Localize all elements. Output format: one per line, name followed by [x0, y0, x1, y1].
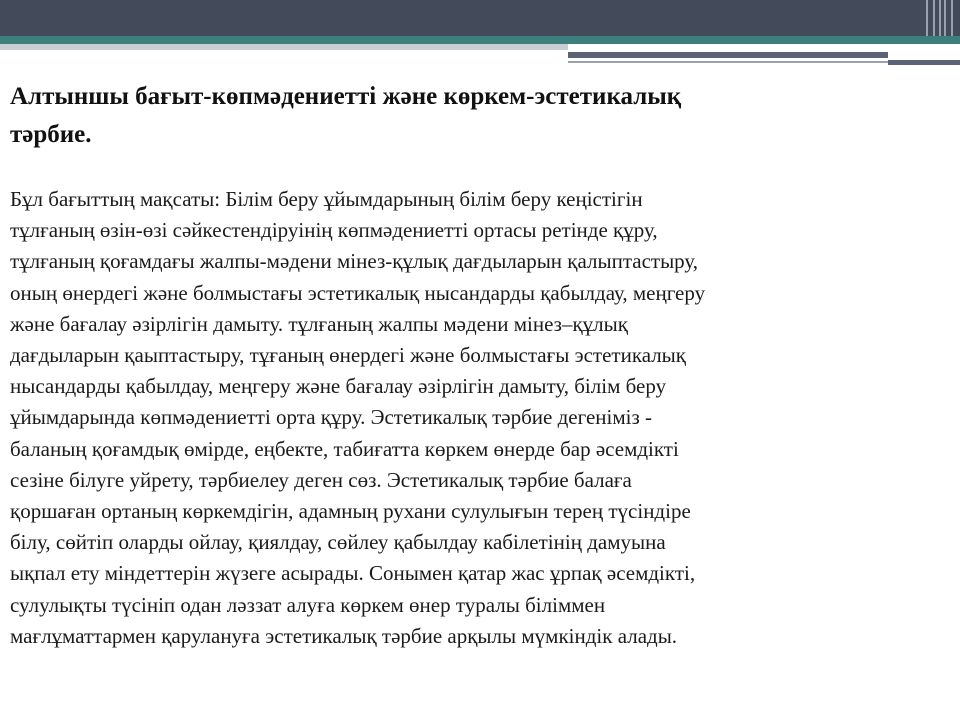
- body-line: сезіне білуге уйрету, тәрбиелеу деген сөз. Эстетикалық тәрбие балаға: [10, 467, 632, 492]
- body-line: мағлұматтармен қарулануға эстетикалық тәрбие арқылы мүмкіндік алады.: [10, 623, 678, 648]
- slide-body: [10, 184, 910, 652]
- body-line: ұйымдарында көпмәдениетті орта құру. Эстетикалық тәрбие дегеніміз -: [10, 405, 653, 430]
- vertical-line: [939, 0, 941, 36]
- body-line: білу, сөйтіп оларды ойлау, қиялдау, сөйлеу қабылдау кабілетінің дамуына: [10, 530, 666, 555]
- header-vertical-lines: [922, 0, 960, 36]
- vertical-line: [944, 0, 946, 36]
- header-accent-thin-line: [568, 61, 888, 63]
- body-line: тұлғаның өзін-өзі сәйкестендіруінің көпмәдениетті ортасы ретінде құру,: [10, 218, 658, 243]
- header-teal-stripe: [0, 36, 960, 44]
- slide-title: [10, 78, 910, 154]
- body-line: ықпал ету міндеттерін жүзеге асырады. Сонымен қатар жас ұрпақ әсемдікті,: [10, 561, 696, 586]
- body-line: сулулықты түсініп одан ләззат алуға көркем өнер туралы біліммен: [10, 592, 606, 617]
- body-line: баланың қоғамдық өмірде, еңбекте, табиғатта көркем өнерде бар әсемдікті: [10, 436, 679, 461]
- vertical-line: [926, 0, 928, 36]
- body-line: қоршаған ортаның көркемдігін, адамның рухани сулулығын терең түсіндіре: [10, 499, 691, 524]
- vertical-line: [933, 0, 935, 36]
- vertical-line: [951, 0, 953, 36]
- body-line: дағдыларын қаыптастыру, тұғаның өнердегі және болмыстағы эстетикалық: [10, 343, 686, 368]
- body-line: тұлғаның қоғамдағы жалпы-мәдени мінез-құлық дағдыларын қалыптастыру,: [10, 249, 699, 274]
- header-accent-bar-right: [888, 60, 960, 65]
- body-line: Бұл бағыттың мақсаты: Білім беру ұйымдарының білім беру кеңістігін: [10, 187, 643, 211]
- title-line: тәрбие.: [10, 121, 92, 148]
- header-notch: [568, 44, 960, 50]
- title-line: Алтыншы бағыт-көпмәдениетті және көркем-эстетикалық: [10, 83, 682, 110]
- body-line: оның өнердегі және болмыстағы эстетикалық нысандарды қабылдау, меңгеру: [10, 280, 706, 305]
- body-line: және бағалау әзірлігін дамыту. тұлғаның жалпы мәдени мінез–құлық: [10, 311, 628, 336]
- header-band: [0, 0, 960, 36]
- body-line: нысандарды қабылдау, меңгеру және бағалау әзірлігін дамыту, білім беру: [10, 374, 667, 399]
- header-accent-bar: [568, 52, 888, 58]
